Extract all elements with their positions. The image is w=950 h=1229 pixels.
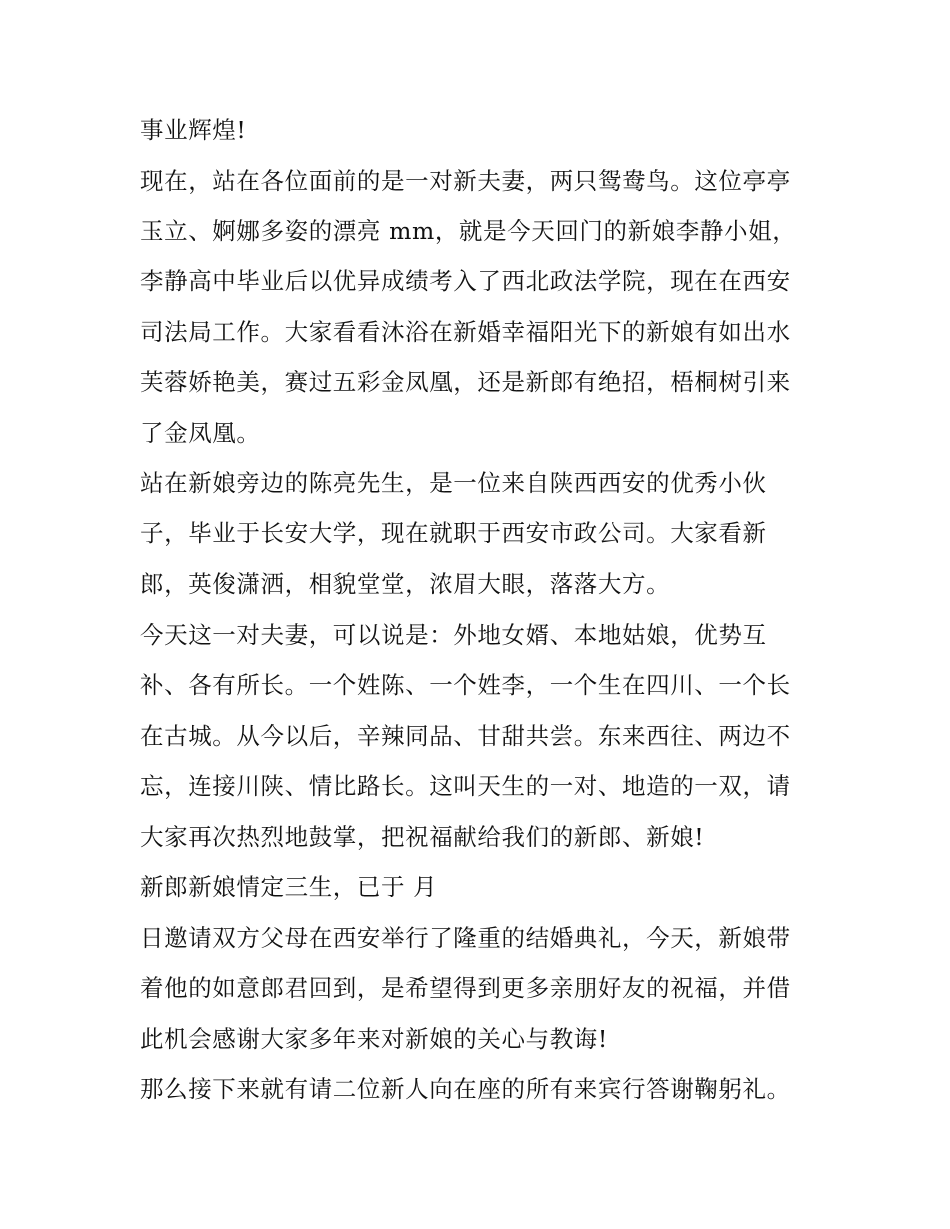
text-line: 那么接下来就有请二位新人向在座的所有来宾行答谢鞠躬礼。 bbox=[140, 1075, 791, 1103]
text-line: 了金凤凰。 bbox=[140, 419, 261, 447]
text-line: 日邀请双方父母在西安举行了隆重的结婚典礼，今天，新娘带 bbox=[140, 924, 791, 952]
text-line: 李静高中毕业后以优异成绩考入了西北政法学院，现在在西安 bbox=[140, 267, 791, 295]
text-line: 芙蓉娇艳美，赛过五彩金凤凰，还是新郎有绝招，梧桐树引来 bbox=[140, 368, 791, 396]
text-line: 今天这一对夫妻，可以说是：外地女婿、本地姑娘，优势互 bbox=[140, 621, 767, 649]
text-line: 站在新娘旁边的陈亮先生，是一位来自陕西西安的优秀小伙 bbox=[140, 469, 767, 497]
text-line: 子，毕业于长安大学，现在就职于西安市政公司。大家看新 bbox=[140, 519, 767, 547]
text-line: 此机会感谢大家多年来对新娘的关心与教诲! bbox=[140, 1025, 608, 1053]
text-line: 玉立、婀娜多姿的漂亮 mm，就是今天回门的新娘李静小姐， bbox=[140, 217, 797, 245]
text-line: 现在，站在各位面前的是一对新夫妻，两只鸳鸯鸟。这位亭亭 bbox=[140, 167, 791, 195]
text-line: 大家再次热烈地鼓掌，把祝福献给我们的新郎、新娘! bbox=[140, 823, 705, 851]
text-line: 事业辉煌! bbox=[140, 116, 247, 144]
text-line: 司法局工作。大家看看沐浴在新婚幸福阳光下的新娘有如出水 bbox=[140, 318, 791, 346]
text-line: 补、各有所长。一个姓陈、一个姓李，一个生在四川、一个长 bbox=[140, 671, 791, 699]
text-line: 新郎新娘情定三生，已于 月 bbox=[140, 873, 438, 901]
text-line: 着他的如意郎君回到，是希望得到更多亲朋好友的祝福，并借 bbox=[140, 974, 791, 1002]
text-line: 忘，连接川陕、情比路长。这叫天生的一对、地造的一双，请 bbox=[140, 772, 791, 800]
text-line: 在古城。从今以后，辛辣同品、甘甜共尝。东来西往、两边不 bbox=[140, 722, 791, 750]
text-line: 郎，英俊潇洒，相貌堂堂，浓眉大眼，落落大方。 bbox=[140, 570, 671, 598]
